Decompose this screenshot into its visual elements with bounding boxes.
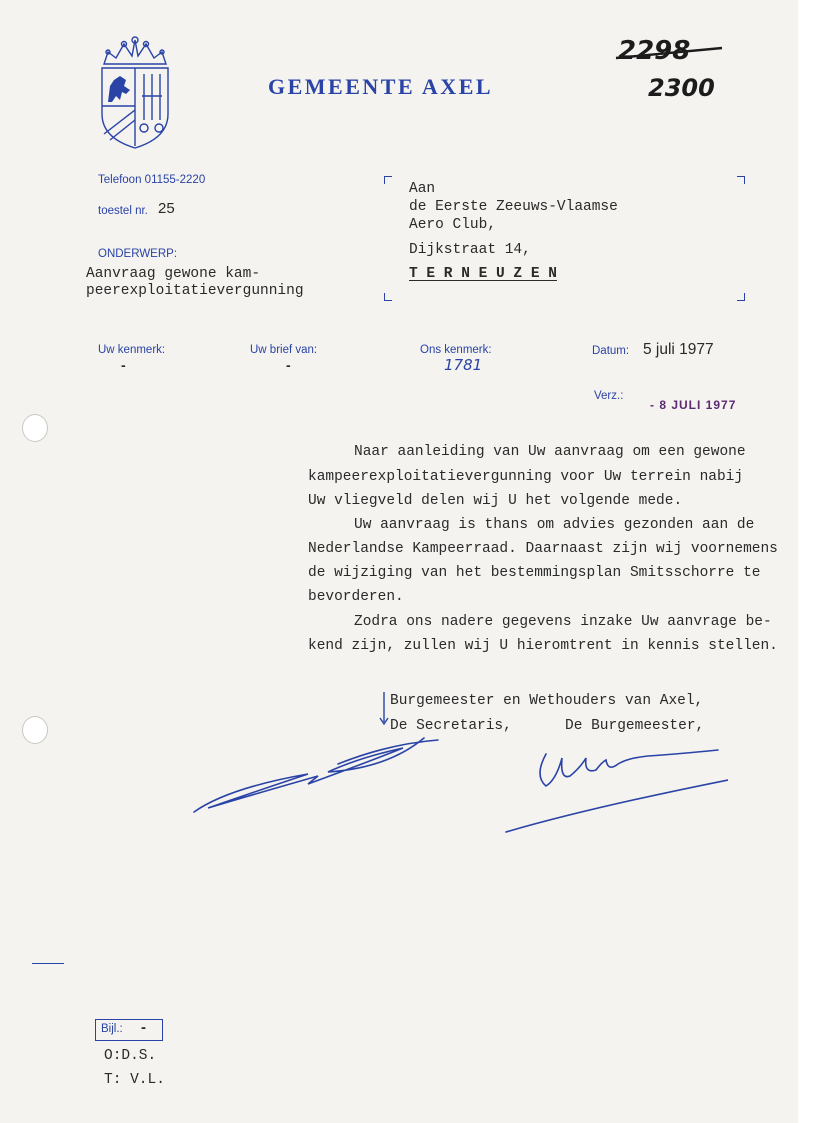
body-line-4: Uw aanvraag is thans om advies gezonden aan de xyxy=(354,517,755,533)
initials-line-1: O:D.S. xyxy=(104,1048,157,1064)
our-reference-value: 1781 xyxy=(444,356,483,374)
enclosures-label: Bijl.: xyxy=(101,1023,123,1035)
sent-label: Verz.: xyxy=(594,390,624,402)
coat-of-arms-icon xyxy=(96,34,174,152)
closing-line: Burgemeester en Wethouders van Axel, xyxy=(390,693,704,709)
secretary-title: De Secretaris, xyxy=(390,718,512,734)
closing-bracket-mark xyxy=(378,690,392,730)
your-reference-label: Uw kenmerk: xyxy=(98,344,166,356)
your-reference-value: - xyxy=(121,357,126,373)
extension-value: 25 xyxy=(158,200,175,217)
scan-edge xyxy=(798,0,816,1123)
body-line-8: Zodra ons nadere gegevens inzake Uw aanvrage be- xyxy=(354,614,772,630)
body-line-3: Uw vliegveld delen wij U het volgende mede. xyxy=(308,493,683,509)
subject-line-1: Aanvraag gewone kam- xyxy=(86,266,261,282)
municipality-title: GEMEENTE AXEL xyxy=(268,74,494,99)
address-corner-bottom-left xyxy=(384,293,392,301)
telephone-label: Telefoon 01155-2220 xyxy=(98,174,206,186)
recipient-line-4: Dijkstraat 14, xyxy=(409,242,531,258)
body-line-7: bevorderen. xyxy=(308,589,404,605)
address-corner-top-left xyxy=(384,176,392,184)
enclosures-value: - xyxy=(141,1019,146,1036)
handwritten-number-crossed: 2298 xyxy=(618,36,691,66)
body-line-9: kend zijn, zullen wij U hieromtrent in kennis stellen. xyxy=(308,638,778,654)
date-value: 5 juli 1977 xyxy=(643,341,714,358)
initials-line-2: T: V.L. xyxy=(104,1072,165,1088)
body-line-2: kampeerexploitatievergunning voor Uw terrein nabij xyxy=(308,469,744,485)
handwritten-number-current: 2300 xyxy=(648,74,715,102)
subject-line-2: peerexploitatievergunning xyxy=(86,283,304,299)
your-letter-value: - xyxy=(286,357,291,373)
your-letter-label: Uw brief van: xyxy=(250,344,318,356)
margin-dash xyxy=(32,963,64,964)
punch-hole-top xyxy=(22,414,48,442)
subject-label: ONDERWERP: xyxy=(98,248,178,260)
body-line-5: Nederlandse Kampeerraad. Daarnaast zijn wij voornemens xyxy=(308,541,778,557)
address-corner-bottom-right xyxy=(737,293,745,301)
extension-label: toestel nr. xyxy=(98,205,148,217)
sent-date-stamp: - 8 JULI 1977 xyxy=(650,398,737,412)
body-line-1: Naar aanleiding van Uw aanvraag om een gewone xyxy=(354,444,746,460)
punch-hole-bottom xyxy=(22,716,48,744)
recipient-city: T E R N E U Z E N xyxy=(409,266,557,282)
body-line-6: de wijziging van het bestemmingsplan Smitsschorre te xyxy=(308,565,761,581)
our-reference-label: Ons kenmerk: xyxy=(420,344,492,356)
recipient-line-2: de Eerste Zeeuws-Vlaamse xyxy=(409,199,618,215)
signatures-icon xyxy=(188,728,728,838)
address-corner-top-right xyxy=(737,176,745,184)
mayor-title: De Burgemeester, xyxy=(565,718,705,734)
date-label: Datum: xyxy=(592,345,630,357)
recipient-line-3: Aero Club, xyxy=(409,217,497,233)
strikethrough-mark xyxy=(612,34,732,68)
recipient-line-1: Aan xyxy=(409,181,436,197)
